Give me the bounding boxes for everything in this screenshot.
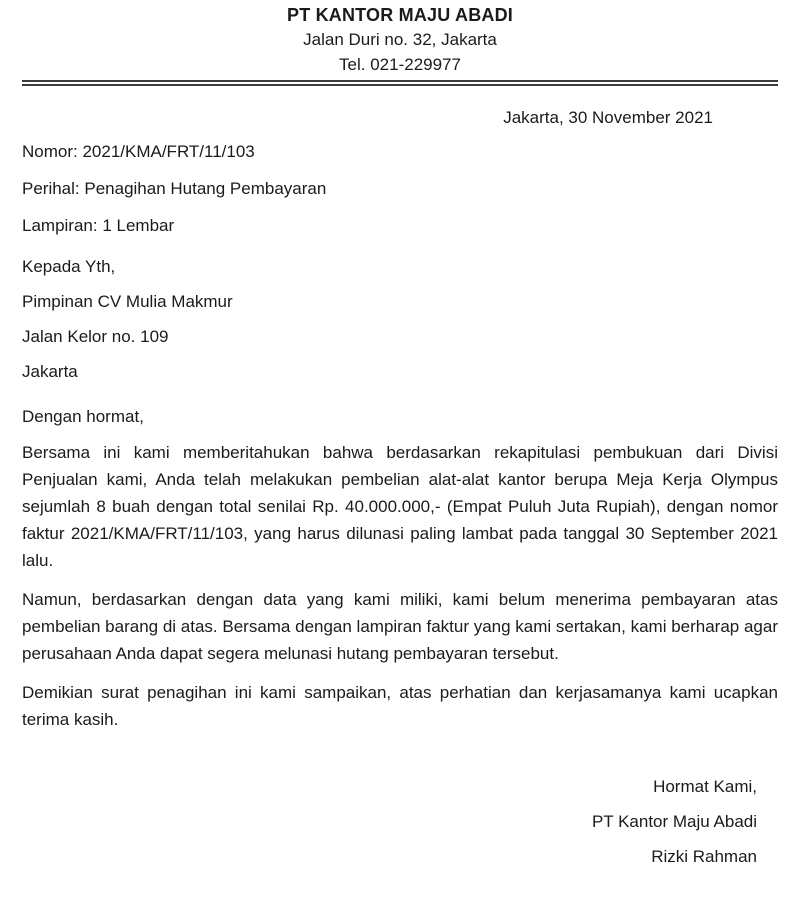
body-paragraph-2: Namun, berdasarkan dengan data yang kami miliki, kami belum menerima pembayaran atas pembelian barang di atas. Bersama dengan lampiran faktur yang kami sertakan, kami berharap agar perusahaan Anda dapat segera melunasi hutang pembayaran tersebut. [22,590,778,663]
recipient-salutation: Kepada Yth, [22,257,116,276]
company-phone: Tel. 021-229977 [339,55,461,74]
opening-salutation: Dengan hormat, [22,407,144,426]
closing-signer: Rizki Rahman [651,847,757,866]
signature-block [22,778,778,866]
header-divider [22,80,778,86]
letter-subject: Perihal: Penagihan Hutang Pembayaran [22,179,327,198]
company-address: Jalan Duri no. 32, Jakarta [303,30,497,49]
letterhead [22,3,778,77]
company-name: PT KANTOR MAJU ABADI [286,5,513,25]
closing-company: PT Kantor Maju Abadi [591,812,757,831]
letter-attachment: Lampiran: 1 Lembar [22,216,175,235]
letter-body [22,408,778,733]
recipient-address: Jalan Kelor no. 109 [22,327,169,346]
body-paragraph-1: Bersama ini kami memberitahukan bahwa berdasarkan rekapitulasi pembukuan dari Divisi Penjualan kami, Anda telah melakukan pembelian alat-alat kantor berupa Meja Kerja Olympus sejumlah 8 buah dengan total senilai Rp. 40.000.000,- (Empat Puluh Juta Rupiah), dengan nomor faktur 2021/KMA/FRT/11/103, yang harus dilunasi paling lambat pada tanggal 30 September 2021 lalu. [22,443,778,570]
closing-salutation: Hormat Kami, [653,777,757,796]
letter-meta [22,143,778,235]
recipient-block [22,258,778,381]
date-line: Jakarta, 30 November 2021 [503,108,713,127]
recipient-name: Pimpinan CV Mulia Makmur [22,292,233,311]
letter-number: Nomor: 2021/KMA/FRT/11/103 [22,142,255,161]
recipient-city: Jakarta [22,362,78,381]
body-paragraph-3: Demikian surat penagihan ini kami sampaikan, atas perhatian dan kerjasamanya kami ucapkan terima kasih. [22,683,778,729]
